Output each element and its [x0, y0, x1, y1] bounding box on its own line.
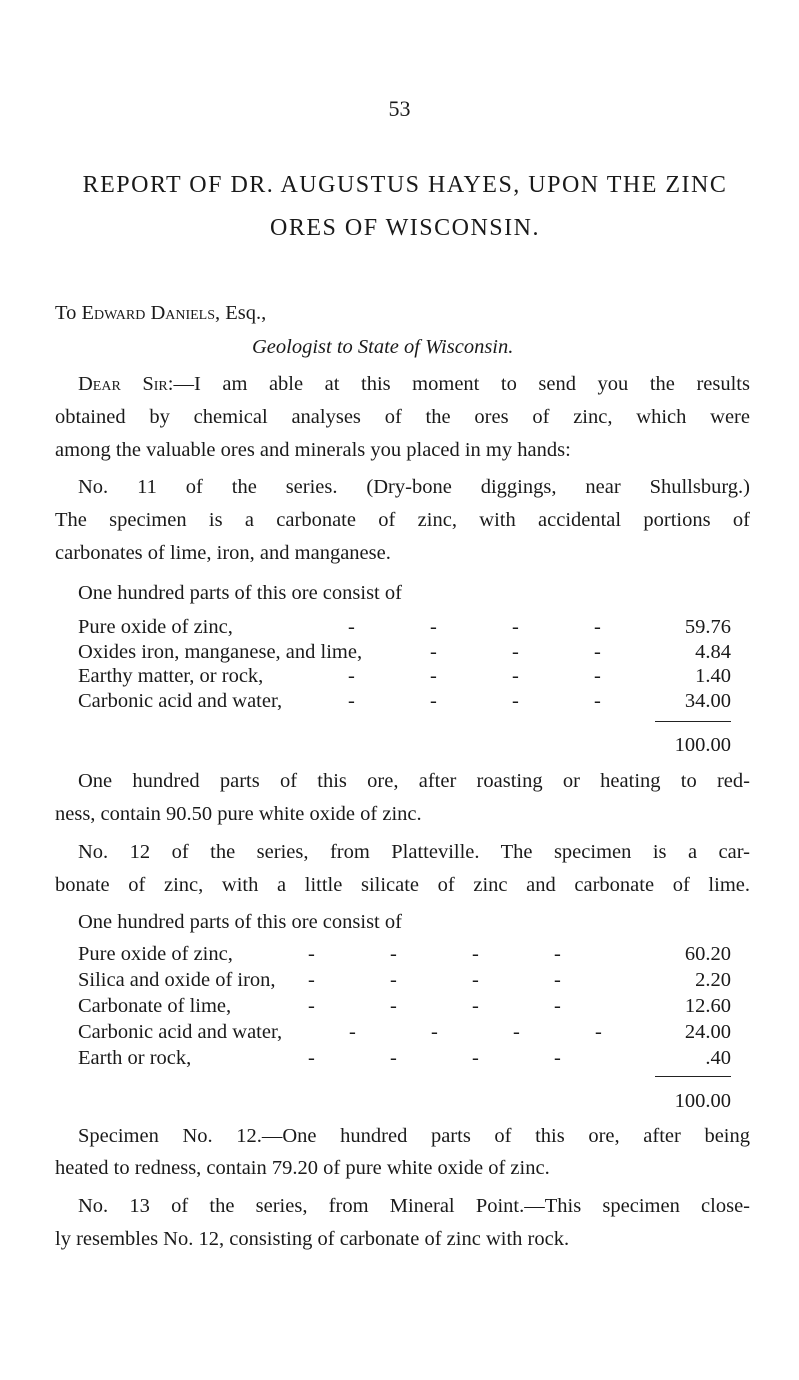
table2-leader-dash: -	[431, 1021, 438, 1043]
table2-leader-dash: -	[554, 1047, 561, 1069]
table2-row-value: 24.00	[684, 1021, 731, 1043]
address-to: To	[55, 302, 77, 324]
table2-leader-dash: -	[308, 995, 315, 1017]
table2-leader-dash: -	[472, 1047, 479, 1069]
table2-intro: One hundred parts of this ore consist of	[78, 911, 402, 933]
table1-row-label: Carbonic acid and water,	[78, 689, 283, 712]
table1-leader-dash: -	[348, 665, 355, 687]
table2-leader-dash: -	[349, 1021, 356, 1043]
table2-leader-dash: -	[595, 1021, 602, 1043]
para2-line-2: The specimen is a carbonate of zinc, with accidental portions of	[55, 509, 750, 531]
table2-leader-dash: -	[390, 943, 397, 965]
table2-row-label: Earth or rock,	[78, 1047, 192, 1069]
table1-leader-dash: -	[594, 616, 601, 638]
table2-total: 100.00	[674, 1090, 731, 1112]
report-title-line-2: ORES OF WISCONSIN.	[270, 215, 540, 241]
table1-leader-dash: -	[512, 640, 519, 663]
table2-leader-dash: -	[472, 943, 479, 965]
table1-leader-dash: -	[430, 616, 437, 638]
report-title-line-1: REPORT OF DR. AUGUSTUS HAYES, UPON THE ZINC	[82, 172, 728, 198]
table1-row-value: 1.40	[695, 665, 731, 687]
table1-leader-dash: -	[348, 689, 355, 712]
table2-leader-dash: -	[308, 969, 315, 991]
para3-line-1: One hundred parts of this ore, after roasting or heating to red-	[78, 770, 750, 792]
table1-leader-dash: -	[430, 640, 437, 663]
table1-sum-rule	[655, 721, 731, 722]
table2-row-value: 60.20	[684, 943, 731, 965]
table2-row	[78, 1021, 731, 1047]
table1-row-label: Pure oxide of zinc,	[78, 616, 233, 638]
table1-leader-dash: -	[430, 665, 437, 687]
table2-leader-dash: -	[390, 969, 397, 991]
table2-sum-rule	[655, 1076, 731, 1077]
table2-leader-dash: -	[554, 943, 561, 965]
table1-row-value: 59.76	[684, 616, 731, 638]
para6-line-2: ly resembles No. 12, consisting of carbonate of zinc with rock.	[55, 1228, 570, 1250]
para3-line-2: ness, contain 90.50 pure white oxide of zinc.	[55, 803, 422, 825]
table2-row-label: Carbonate of lime,	[78, 995, 232, 1017]
table1-intro: One hundred parts of this ore consist of	[78, 582, 402, 604]
table2-leader-dash: -	[513, 1021, 520, 1043]
table2-row-value: .40	[705, 1047, 731, 1069]
para4-line-2: bonate of zinc, with a little silicate of zinc and carbonate of lime.	[55, 874, 750, 896]
table2-leader-dash: -	[472, 969, 479, 991]
table1-row-label: Earthy matter, or rock,	[78, 665, 264, 687]
table1-leader-dash: -	[512, 665, 519, 687]
para1-line-1	[78, 374, 750, 395]
table2-row-value: 2.20	[695, 969, 731, 991]
table1-row	[78, 616, 731, 642]
address-line	[55, 303, 266, 324]
table2-leader-dash: -	[308, 943, 315, 965]
table2-row-value: 12.60	[684, 995, 731, 1017]
para2-line-1: No. 11 of the series. (Dry-bone diggings, near Shullsburg.)	[78, 476, 750, 498]
table2-leader-dash: -	[308, 1047, 315, 1069]
table2-leader-dash: -	[390, 1047, 397, 1069]
address-office: Geologist to State of Wisconsin.	[252, 336, 514, 358]
table1-leader-dash: -	[594, 665, 601, 687]
table2-row-label: Pure oxide of zinc,	[78, 943, 233, 965]
table1-leader-dash: -	[594, 689, 601, 712]
para1-line-1-text: :—I am able at this moment to send you the results	[167, 373, 750, 395]
table1-row	[78, 641, 731, 667]
table2-leader-dash: -	[390, 995, 397, 1017]
table1-row-value: 34.00	[684, 689, 731, 712]
table1-row	[78, 690, 731, 716]
para2-line-3: carbonates of lime, iron, and manganese.	[55, 542, 391, 564]
table1-row	[78, 665, 731, 691]
address-name: Edward Daniels	[81, 302, 216, 324]
table2-row	[78, 969, 731, 995]
para4-line-1: No. 12 of the series, from Platteville. The specimen is a car-	[78, 841, 750, 863]
table1-leader-dash: -	[512, 616, 519, 638]
table1-leader-dash: -	[512, 689, 519, 712]
table1-total: 100.00	[674, 734, 731, 756]
para5-line-1: Specimen No. 12.—One hundred parts of this ore, after being	[78, 1125, 750, 1147]
address-esq: , Esq.,	[215, 302, 267, 324]
para6-line-1: No. 13 of the series, from Mineral Point.—This specimen close-	[78, 1195, 750, 1217]
table1-leader-dash: -	[594, 640, 601, 663]
para1-line-3: among the valuable ores and minerals you placed in my hands:	[55, 439, 571, 461]
table1-row-value: 4.84	[695, 640, 731, 663]
table1-leader-dash: -	[348, 616, 355, 638]
page-number: 53	[388, 96, 411, 121]
table2-leader-dash: -	[554, 969, 561, 991]
table2-row	[78, 1047, 731, 1073]
table1-row-label: Oxides iron, manganese, and lime,	[78, 640, 363, 663]
salutation: Dear Sir	[78, 373, 168, 395]
table2-row	[78, 995, 731, 1021]
table2-row-label: Carbonic acid and water,	[78, 1021, 283, 1043]
para1-line-2: obtained by chemical analyses of the ores of zinc, which were	[55, 406, 750, 428]
table2-leader-dash: -	[554, 995, 561, 1017]
table2-row-label: Silica and oxide of iron,	[78, 969, 276, 991]
para5-line-2: heated to redness, contain 79.20 of pure white oxide of zinc.	[55, 1157, 550, 1179]
table2-row	[78, 943, 731, 969]
table2-leader-dash: -	[472, 995, 479, 1017]
table1-leader-dash: -	[430, 689, 437, 712]
